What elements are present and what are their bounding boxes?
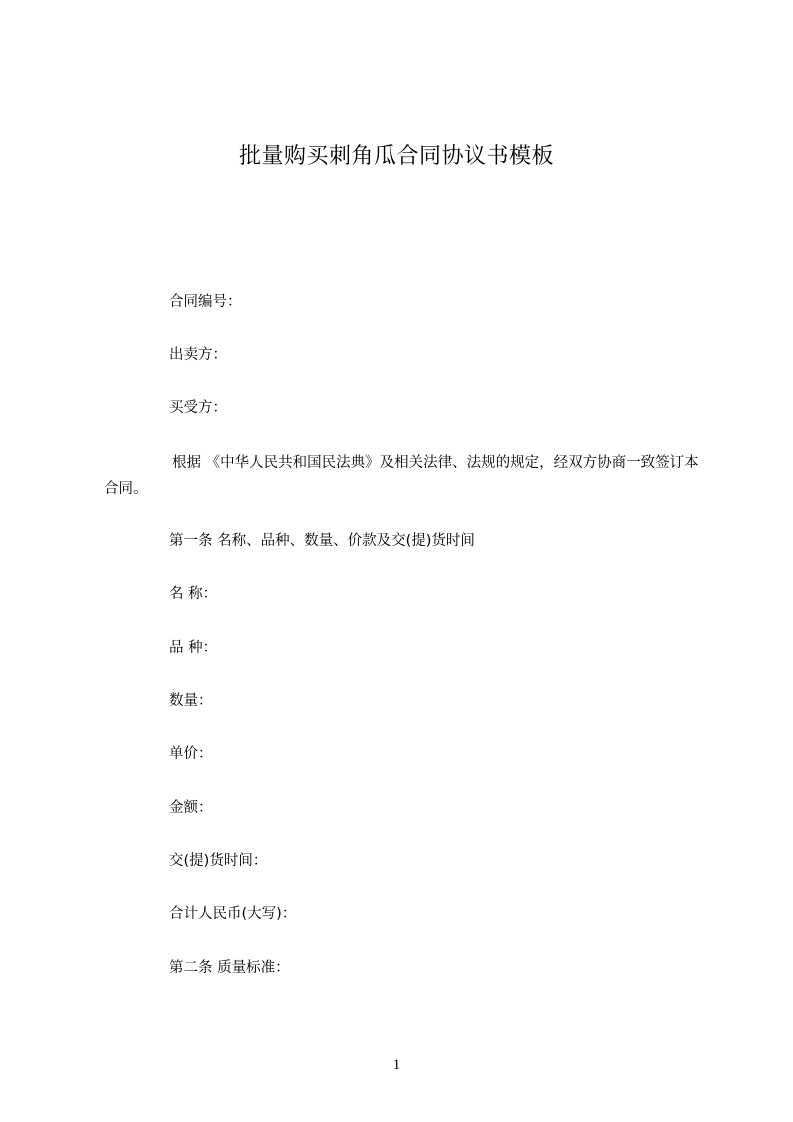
document-title: 批量购买刺角瓜合同协议书模板: [238, 144, 554, 169]
total-rmb-field: 合计人民币(大写)：: [169, 906, 297, 922]
article-1-heading: 第一条 名称、品种、数量、价款及交(提)货时间: [169, 533, 475, 549]
contract-number-field: 合同编号：: [169, 294, 242, 310]
buyer-field: 买受方：: [169, 400, 227, 416]
name-field: 名 称：: [169, 586, 218, 602]
seller-field: 出卖方：: [169, 347, 227, 363]
intro-paragraph: 根据 《中华人民共和国民法典》及相关法律、法规的规定，经双方协商一致签订本合同。: [104, 455, 699, 497]
article-2-heading: 第二条 质量标准：: [169, 960, 290, 976]
delivery-time-field: 交(提)货时间：: [169, 853, 268, 869]
quantity-field: 数量：: [169, 693, 213, 709]
amount-field: 金额：: [169, 800, 213, 816]
page-number: 1: [392, 1057, 401, 1073]
variety-field: 品 种：: [169, 640, 218, 656]
unit-price-field: 单价：: [169, 746, 213, 762]
